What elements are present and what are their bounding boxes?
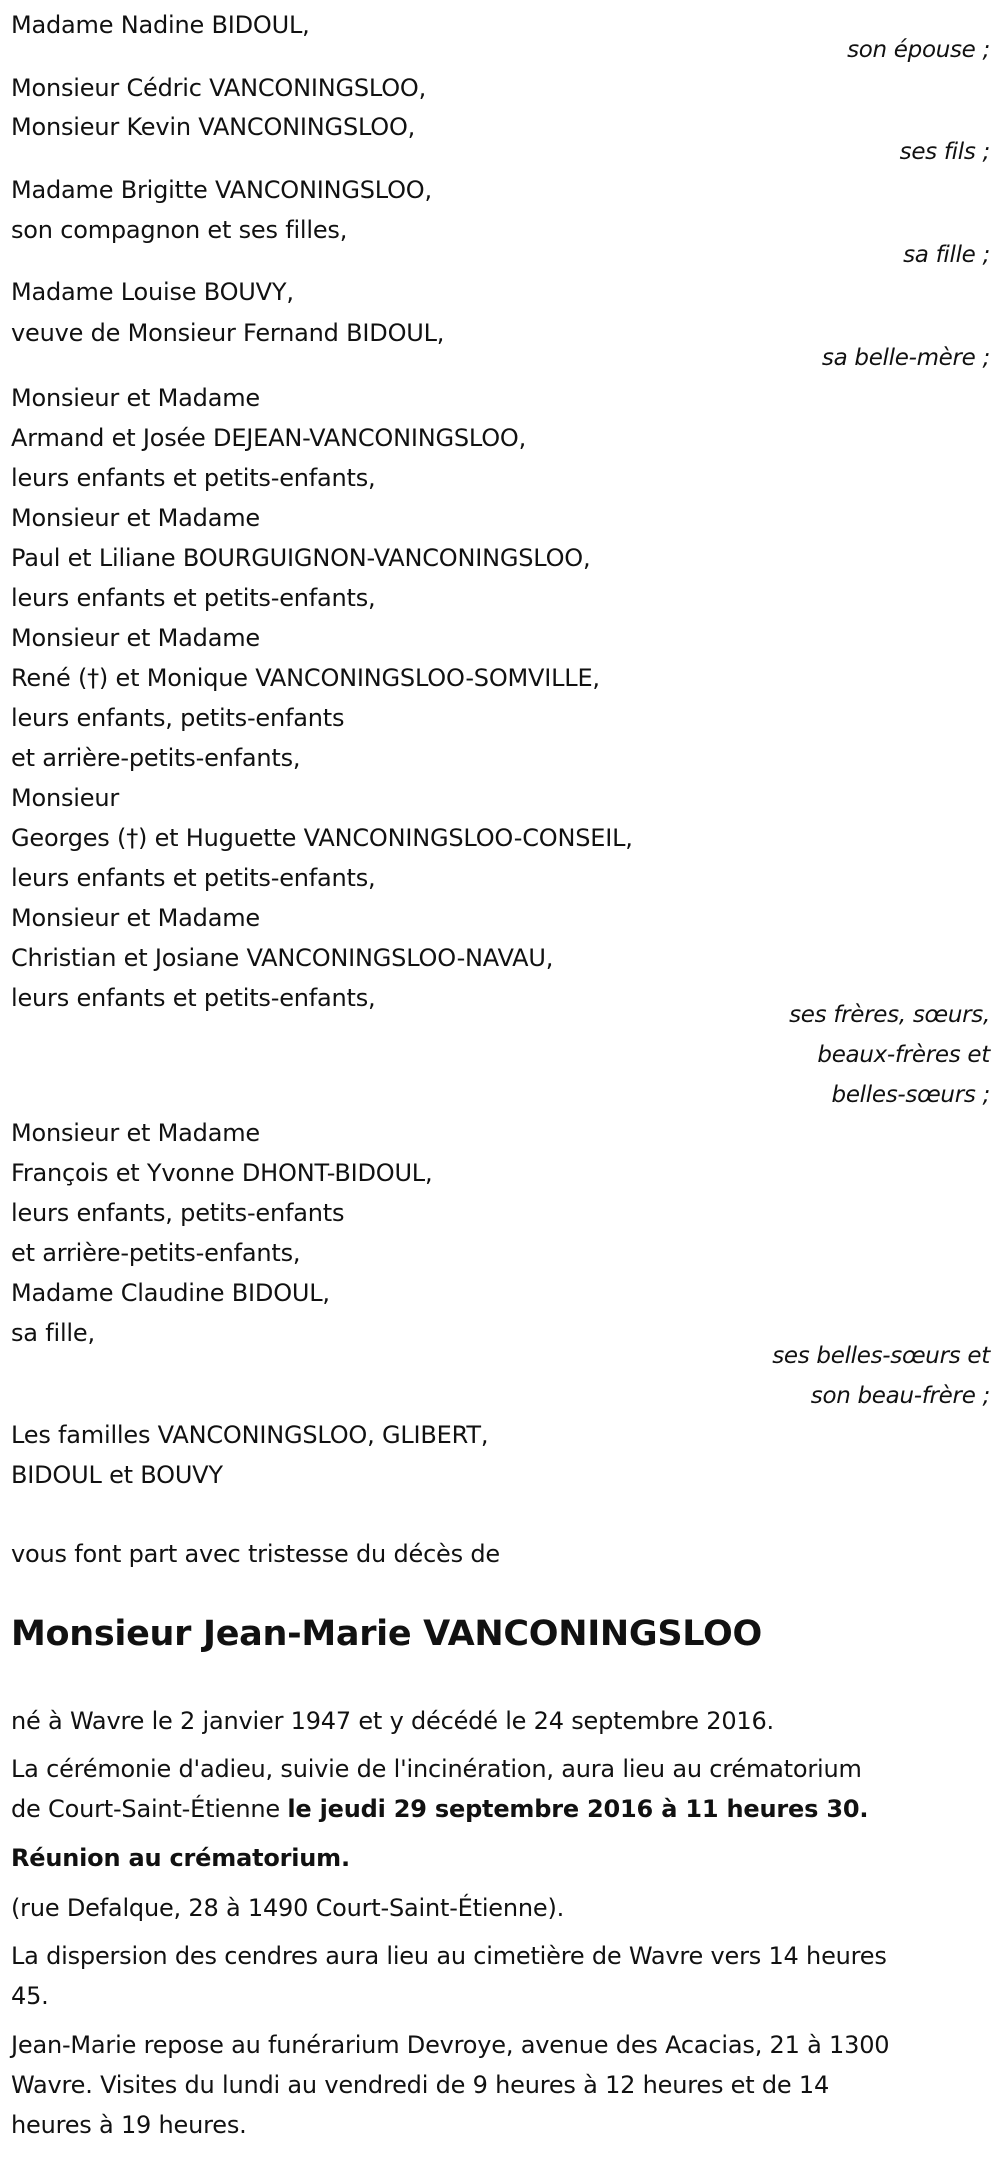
- family-line: sa fille,: [11, 1319, 95, 1347]
- family-line: leurs enfants et petits-enfants,: [11, 584, 376, 612]
- ceremony-location: de Court-Saint-Étienne: [11, 1795, 288, 1823]
- family-line: leurs enfants, petits-enfants: [11, 1199, 345, 1227]
- family-line: et arrière-petits-enfants,: [11, 1239, 301, 1267]
- family-line: Armand et Josée DEJEAN-VANCONINGSLOO,: [11, 424, 527, 452]
- family-line: Madame Louise BOUVY,: [11, 278, 294, 306]
- relation-label: son beau-frère ;: [810, 1383, 990, 1409]
- family-line: Georges (†) et Huguette VANCONINGSLOO-CONSEIL,: [11, 824, 633, 852]
- family-line: Monsieur et Madame: [11, 904, 260, 932]
- family-line: Madame Brigitte VANCONINGSLOO,: [11, 176, 432, 204]
- family-line: son compagnon et ses filles,: [11, 216, 348, 244]
- deceased-name: Monsieur Jean-Marie VANCONINGSLOO: [11, 1614, 762, 1654]
- family-line: Monsieur et Madame: [11, 1119, 260, 1147]
- relation-label: ses fils ;: [899, 139, 990, 165]
- family-line: leurs enfants, petits-enfants: [11, 704, 345, 732]
- family-line: Madame Claudine BIDOUL,: [11, 1279, 330, 1307]
- family-line: BIDOUL et BOUVY: [11, 1461, 223, 1489]
- ceremony-text-2: [11, 1794, 868, 1824]
- visit-text-2: Wavre. Visites du lundi au vendredi de 9 heures à 12 heures et de 14: [11, 2071, 830, 2099]
- family-line: leurs enfants et petits-enfants,: [11, 464, 376, 492]
- visit-text: Jean-Marie repose au funérarium Devroye, avenue des Acacias, 21 à 1300: [11, 2031, 890, 2059]
- family-line: Paul et Liliane BOURGUIGNON-VANCONINGSLOO,: [11, 544, 591, 572]
- birth-death-text: né à Wavre le 2 janvier 1947 et y décédé le 24 septembre 2016.: [11, 1707, 774, 1735]
- family-line: Monsieur Kevin VANCONINGSLOO,: [11, 113, 416, 141]
- dispersion-text-2: 45.: [11, 1982, 49, 2010]
- family-line: Monsieur et Madame: [11, 624, 260, 652]
- reunion-text: Réunion au crématorium.: [11, 1844, 350, 1872]
- relation-label: beaux-frères et: [817, 1042, 990, 1068]
- family-line: François et Yvonne DHONT-BIDOUL,: [11, 1159, 433, 1187]
- announcement-text: vous font part avec tristesse du décès de: [11, 1540, 500, 1568]
- family-line: leurs enfants et petits-enfants,: [11, 864, 376, 892]
- relation-label: belles-sœurs ;: [831, 1082, 990, 1108]
- relation-label: ses frères, sœurs,: [789, 1002, 990, 1028]
- family-line: Monsieur: [11, 784, 120, 812]
- relation-label: ses belles-sœurs et: [772, 1343, 990, 1369]
- dispersion-text: La dispersion des cendres aura lieu au cimetière de Wavre vers 14 heures: [11, 1942, 887, 1970]
- visit-text-3: heures à 19 heures.: [11, 2111, 247, 2139]
- family-line: Monsieur Cédric VANCONINGSLOO,: [11, 74, 427, 102]
- relation-label: sa belle-mère ;: [821, 345, 990, 371]
- family-line: Madame Nadine BIDOUL,: [11, 11, 310, 39]
- family-line: René (†) et Monique VANCONINGSLOO-SOMVILLE,: [11, 664, 600, 692]
- family-line: Monsieur et Madame: [11, 384, 260, 412]
- family-line: Christian et Josiane VANCONINGSLOO-NAVAU,: [11, 944, 554, 972]
- relation-label: son épouse ;: [847, 37, 990, 63]
- relation-label: sa fille ;: [903, 242, 990, 268]
- address-text: (rue Defalque, 28 à 1490 Court-Saint-Étienne).: [11, 1894, 565, 1922]
- ceremony-datetime: le jeudi 29 septembre 2016 à 11 heures 30.: [287, 1795, 869, 1823]
- family-line: Les familles VANCONINGSLOO, GLIBERT,: [11, 1421, 489, 1449]
- ceremony-text: La cérémonie d'adieu, suivie de l'incinération, aura lieu au crématorium: [11, 1755, 862, 1783]
- family-line: leurs enfants et petits-enfants,: [11, 984, 376, 1012]
- family-line: veuve de Monsieur Fernand BIDOUL,: [11, 319, 445, 347]
- family-line: et arrière-petits-enfants,: [11, 744, 301, 772]
- family-line: Monsieur et Madame: [11, 504, 260, 532]
